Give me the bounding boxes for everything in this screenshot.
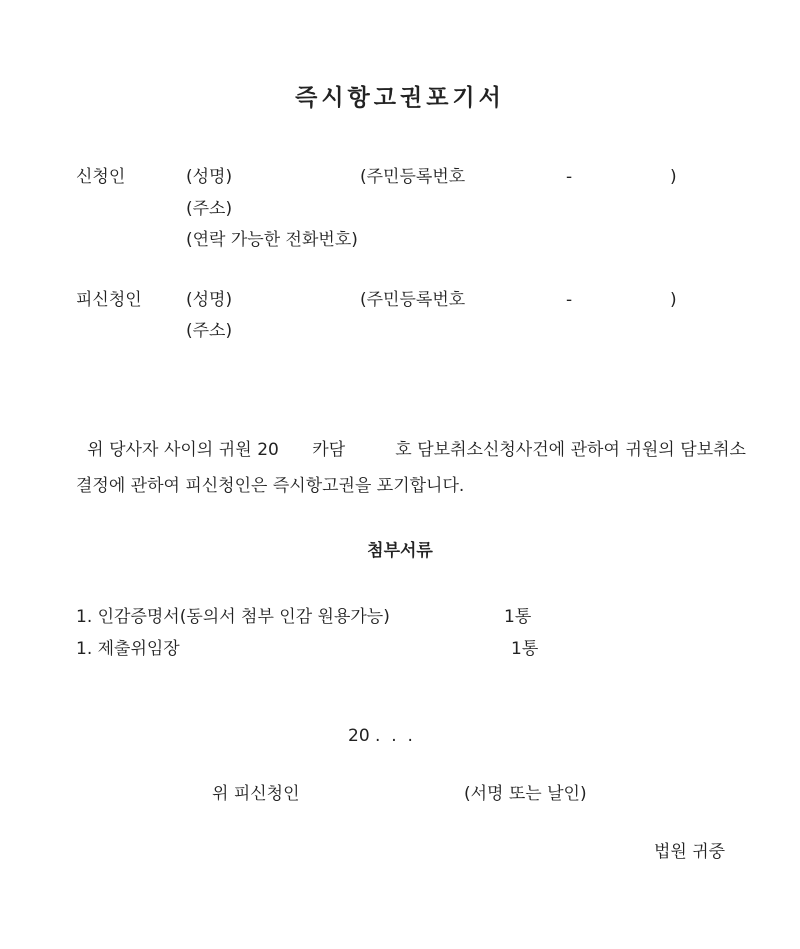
signature-prefix: 위 피신청인 bbox=[212, 784, 300, 804]
attachments-title: 첨부서류 bbox=[367, 541, 433, 561]
body-text-part2: 카담 bbox=[312, 440, 346, 460]
applicant-address-label: (주소) bbox=[186, 199, 233, 219]
body-text-part3: 호 담보취소신청사건에 관하여 귀원의 담보취소결정에 관하여 피신청인은 즉시항고권을 포기합니다. bbox=[76, 440, 746, 496]
applicant-phone-label: (연락 가능한 전화번호) bbox=[186, 230, 358, 250]
respondent-rrn-close: ) bbox=[670, 290, 677, 310]
applicant-rrn-close: ) bbox=[670, 167, 677, 187]
applicant-rrn-dash: - bbox=[566, 167, 573, 187]
respondent-rrn-label: (주민등록번호 bbox=[360, 290, 466, 310]
body-paragraph bbox=[76, 432, 746, 504]
document-title: 즉시항고권포기서 bbox=[295, 85, 505, 111]
applicant-rrn-label: (주민등록번호 bbox=[360, 167, 466, 187]
applicant-label: 신청인 bbox=[76, 167, 126, 187]
attachment-item-qty: 1통 bbox=[504, 607, 532, 627]
respondent-rrn-dash: - bbox=[566, 290, 573, 310]
signature-mark: (서명 또는 날인) bbox=[464, 784, 587, 804]
respondent-name-label: (성명) bbox=[186, 290, 233, 310]
recipient-court: 법원 귀중 bbox=[654, 842, 726, 862]
body-text-part1: 위 당사자 사이의 귀원 20 bbox=[87, 440, 279, 460]
attachment-item-label: 1. 인감증명서(동의서 첨부 인감 원용가능) bbox=[76, 607, 390, 627]
attachment-item-label: 1. 제출위임장 bbox=[76, 639, 180, 659]
respondent-label: 피신청인 bbox=[76, 290, 142, 310]
applicant-name-label: (성명) bbox=[186, 167, 233, 187]
attachment-item-qty: 1통 bbox=[511, 639, 539, 659]
date-line: 20 . . . bbox=[348, 726, 413, 746]
respondent-address-label: (주소) bbox=[186, 321, 233, 341]
